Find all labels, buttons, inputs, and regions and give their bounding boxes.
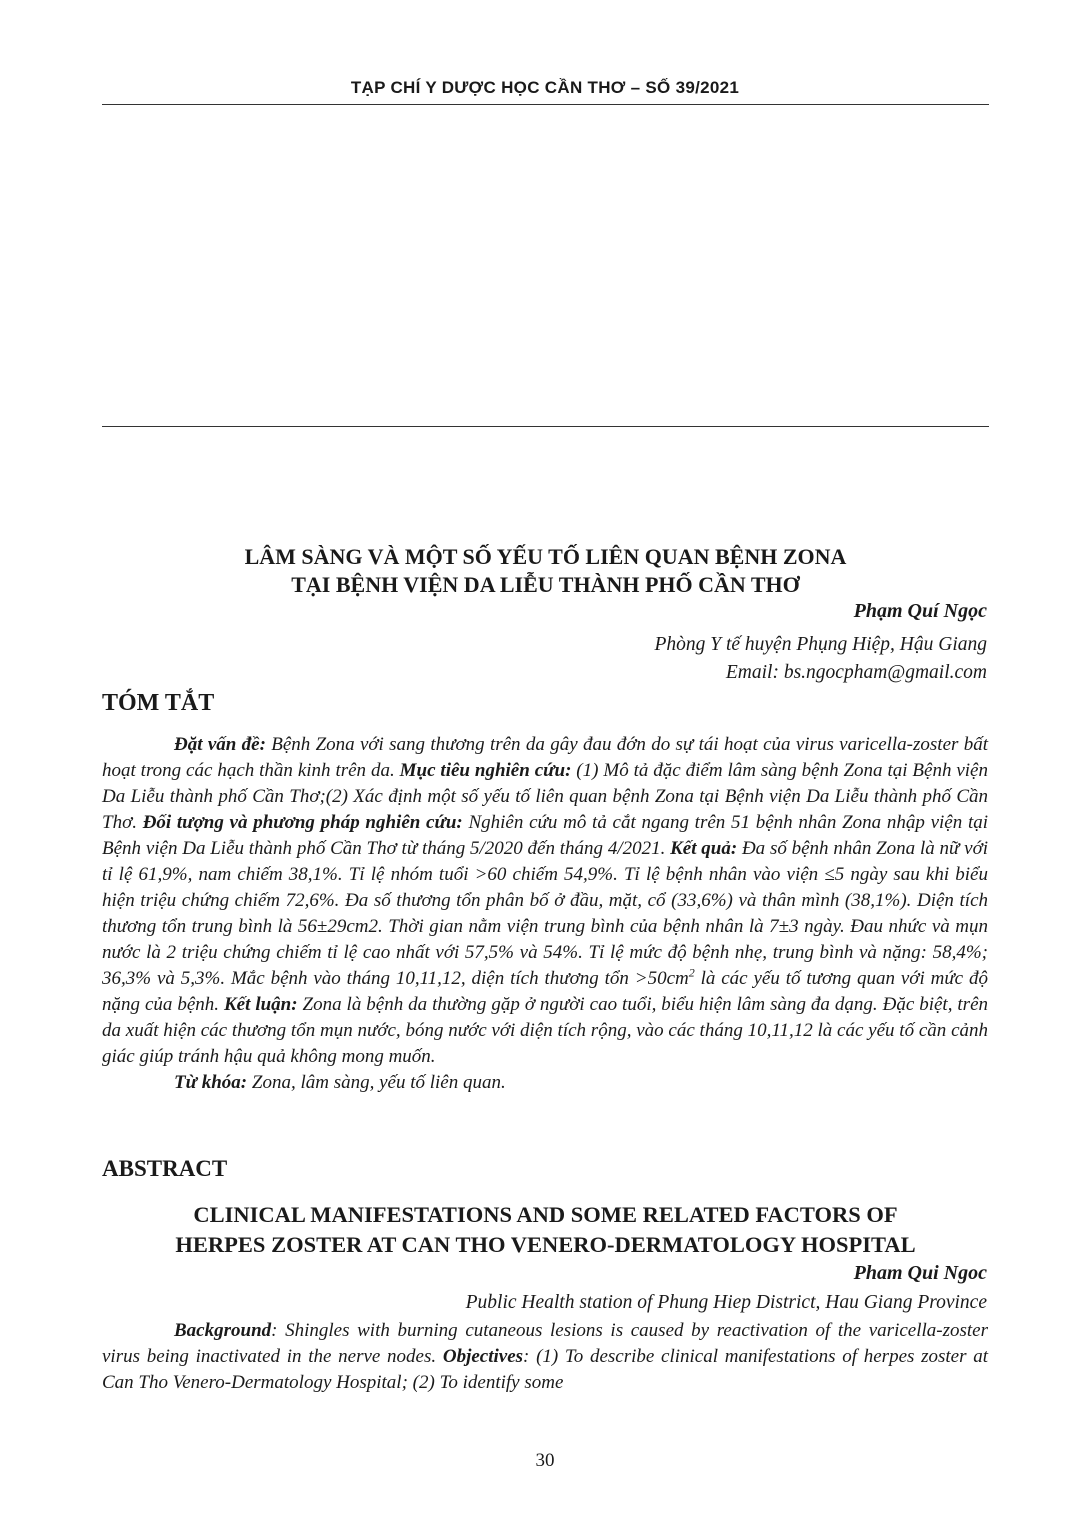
abstract-objectives-text: : (1) To describe clinical manifestations of herpes zoster at Can Tho Venero-Dermatology Hospital; (2) To identify some [102,1346,988,1393]
article-title-vn [102,543,989,599]
objectives-label: Mục tiêu nghiên cứu: [399,760,572,781]
summary-heading: TÓM TẮT [102,690,215,716]
title-vn-line2: TẠI BỆNH VIỆN DA LIỄU THÀNH PHỐ CẦN THƠ [291,572,800,597]
author-name-en: Pham Qui Ngoc [853,1262,987,1284]
background-text: Bệnh Zona với sang thương trên da gây đau đớn do sự tái hoạt của virus varicella-zoster bất hoạt trong các hạch thần kinh trên da. [102,734,988,781]
conclusion-text: Zona là bệnh da thường gặp ở người cao tuổi, biểu hiện lâm sàng đa dạng. Đặc biệt, trên da xuất hiện các thương tổn mụn nước, bóng nước với diện tích rộng, vào các tháng 10,11,12 là các yếu tố cần cảnh giác giúp tránh hậu quả không mong muốn. [102,994,989,1067]
email-vn: Email: bs.ngocpham@gmail.com [725,662,987,683]
page-number: 30 [535,1450,555,1471]
keywords-label: Từ khóa: [174,1072,248,1093]
abstract-body [102,1318,988,1396]
abstract-paragraph [102,1318,988,1396]
summary-body [102,732,988,1096]
abstract-background-label: Background [174,1320,272,1341]
affiliation-en: Public Health station of Phung Hiep District, Hau Giang Province [465,1292,987,1313]
results-label: Kết quả: [670,838,738,859]
abstract-background-text: : Shingles with burning cutaneous lesions is caused by reactivation of the varicella-zoster virus being inactivated in the nerve nodes. [102,1320,988,1367]
methods-text: Nghiên cứu mô tả cắt ngang trên 51 bệnh nhân Zona nhập viện tại Bệnh viện Da Liễu thành phố Cần Thơ từ tháng 5/2020 đến tháng 4/2021. [102,812,989,859]
results-text-cont: là các yếu tố tương quan với mức độ nặng của bệnh. [102,968,988,1015]
keywords-line [102,1070,988,1096]
background-label: Đặt vấn đề: [174,734,266,755]
section-divider [102,426,989,427]
affiliation-vn: Phòng Y tế huyện Phụng Hiệp, Hậu Giang [654,634,987,655]
keywords-text: Zona, lâm sàng, yếu tố liên quan. [247,1072,506,1093]
objectives-text: (1) Mô tả đặc điểm lâm sàng bệnh Zona tại Bệnh viện Da Liễu thành phố Cần Thơ;(2) Xác định một số yếu tố liên quan bệnh Zona tại Bệnh viện Da Liễu thành phố Cần Thơ. [102,760,988,833]
abstract-heading: ABSTRACT [102,1156,228,1181]
article-title-en [102,1200,989,1260]
title-en-line1: CLINICAL MANIFESTATIONS AND SOME RELATED FACTORS OF [193,1202,898,1227]
summary-paragraph [102,732,988,1070]
results-text: Đa số bệnh nhân Zona là nữ với tỉ lệ 61,9%, nam chiếm 38,1%. Tỉ lệ nhóm tuổi >60 chiếm 54,9%. Tỉ lệ bệnh nhân vào viện ≤5 ngày sau khi biểu hiện triệu chứng chiếm 72,6%. Đa số thương tổn phân bố ở đầu, mặt, cổ (33,6%) và thân mình (38,1%). Diện tích thương tổn trung bình là 56±29cm2. Thời gian nằm viện trung bình của bệnh nhân là 7±3 ngày. Đau nhức và mụn nước là 2 triệu chứng chiếm tỉ lệ cao nhất với 57,5% và 54%. Tỉ lệ mức độ bệnh nhẹ, trung bình và nặng: 58,4%; 36,3% và 5,3%. Mắc bệnh vào tháng 10,11,12, diện tích thương tổn >50cm [102,838,988,989]
methods-label: Đối tượng và phương pháp nghiên cứu: [142,812,463,833]
title-vn-line1: LÂM SÀNG VÀ MỘT SỐ YẾU TỐ LIÊN QUAN BỆNH ZONA [244,544,847,569]
title-en-line2: HERPES ZOSTER AT CAN THO VENERO-DERMATOLOGY HOSPITAL [175,1232,916,1257]
journal-header: TẠP CHÍ Y DƯỢC HỌC CẦN THƠ – SỐ 39/2021 [350,78,740,97]
author-name-vn: Phạm Quí Ngọc [853,600,987,622]
header-rule [102,104,989,105]
conclusion-label: Kết luận: [223,994,298,1015]
superscript: 2 [688,965,695,980]
abstract-objectives-label: Objectives [442,1346,524,1367]
